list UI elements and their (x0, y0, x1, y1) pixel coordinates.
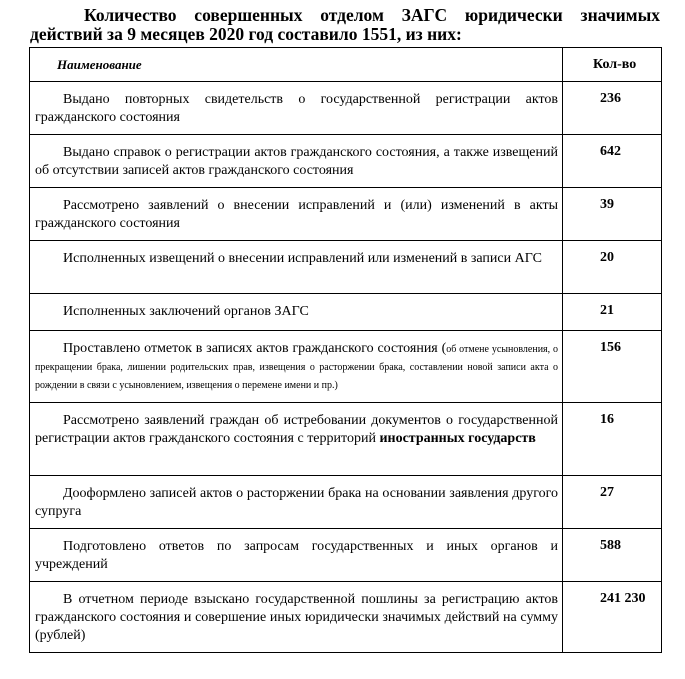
row-value-cell (563, 135, 662, 188)
row-value-cell (563, 582, 662, 653)
row-name-cell (30, 135, 563, 188)
row-name-cell (30, 331, 563, 403)
row-name-cell (30, 294, 563, 331)
row-name (30, 403, 562, 454)
row-value: 156 (600, 340, 621, 355)
row-name-main: Рассмотрено заявлений граждан об истребовании документов о государственной регистрации актов гражданского состояния с территорий (35, 413, 558, 446)
table-header-row (30, 48, 662, 82)
row-value-cell (563, 403, 662, 476)
document-title: Количество совершенных отделом ЗАГС юридически значимых действий за 9 месяцев 2020 год составило 1551, из них: (30, 5, 660, 44)
row-name-cell (30, 529, 563, 582)
row-value: 39 (600, 197, 614, 212)
table-row (30, 135, 662, 188)
table-row (30, 529, 662, 582)
header-qty: Кол-во (593, 57, 637, 72)
row-name (30, 331, 562, 400)
table-row (30, 294, 662, 331)
row-name: Рассмотрено заявлений о внесении исправлений и (или) изменений в акты гражданского состояния (35, 198, 558, 231)
table-row (30, 188, 662, 241)
row-name: Выдано повторных свидетельств о государственной регистрации актов гражданского состояния (35, 92, 558, 125)
table-row (30, 582, 662, 653)
table-row (30, 476, 662, 529)
table-row (30, 403, 662, 476)
table-row (30, 331, 662, 403)
row-name-cell (30, 403, 563, 476)
row-name-cell (30, 188, 563, 241)
header-name: Наименование (57, 57, 142, 72)
row-value: 20 (600, 250, 614, 265)
row-value-cell (563, 294, 662, 331)
table-row (30, 241, 662, 294)
row-name-cell (30, 241, 563, 294)
row-value: 21 (600, 303, 614, 318)
row-name: Исполненных извещений о внесении исправлений или изменений в записи АГС (63, 251, 542, 266)
row-value-cell (563, 331, 662, 403)
row-value-cell (563, 529, 662, 582)
table-row (30, 82, 662, 135)
row-name-main: Проставлено отметок в записях актов гражданского состояния ( (63, 341, 447, 356)
row-name-note: об отмене усыновления, о прекращении брака, лишении родительских прав, извещения о расторжении брака, составлении новой записи акта о рождении в связи с усыновлением, извещения о перемене имени и пр.) (35, 344, 558, 391)
row-name-cell (30, 476, 563, 529)
row-value: 241 230 (600, 591, 646, 606)
row-name: Исполненных заключений органов ЗАГС (63, 304, 309, 319)
statistics-table (29, 47, 662, 653)
row-value-cell (563, 476, 662, 529)
row-name: В отчетном периоде взыскано государственной пошлины за регистрацию актов гражданского состояния и совершение иных юридически значимых действий на сумму (рублей) (35, 592, 558, 643)
header-name-cell (30, 48, 563, 82)
row-name: Дооформлено записей актов о расторжении брака на основании заявления другого супруга (35, 486, 558, 519)
row-value: 236 (600, 91, 621, 106)
row-value: 588 (600, 538, 621, 553)
row-name-cell (30, 582, 563, 653)
row-value: 642 (600, 144, 621, 159)
row-value: 27 (600, 485, 614, 500)
row-value-cell (563, 188, 662, 241)
header-qty-cell (563, 48, 662, 82)
row-value-cell (563, 241, 662, 294)
row-value-cell (563, 82, 662, 135)
row-name: Подготовлено ответов по запросам государственных и иных органов и учреждений (35, 539, 558, 572)
row-name: Выдано справок о регистрации актов гражданского состояния, а также извещений об отсутствии записей актов гражданского состояния (35, 145, 558, 178)
row-name-bold-tail: иностранных государств (379, 431, 536, 446)
row-name-cell (30, 82, 563, 135)
row-value: 16 (600, 412, 614, 427)
